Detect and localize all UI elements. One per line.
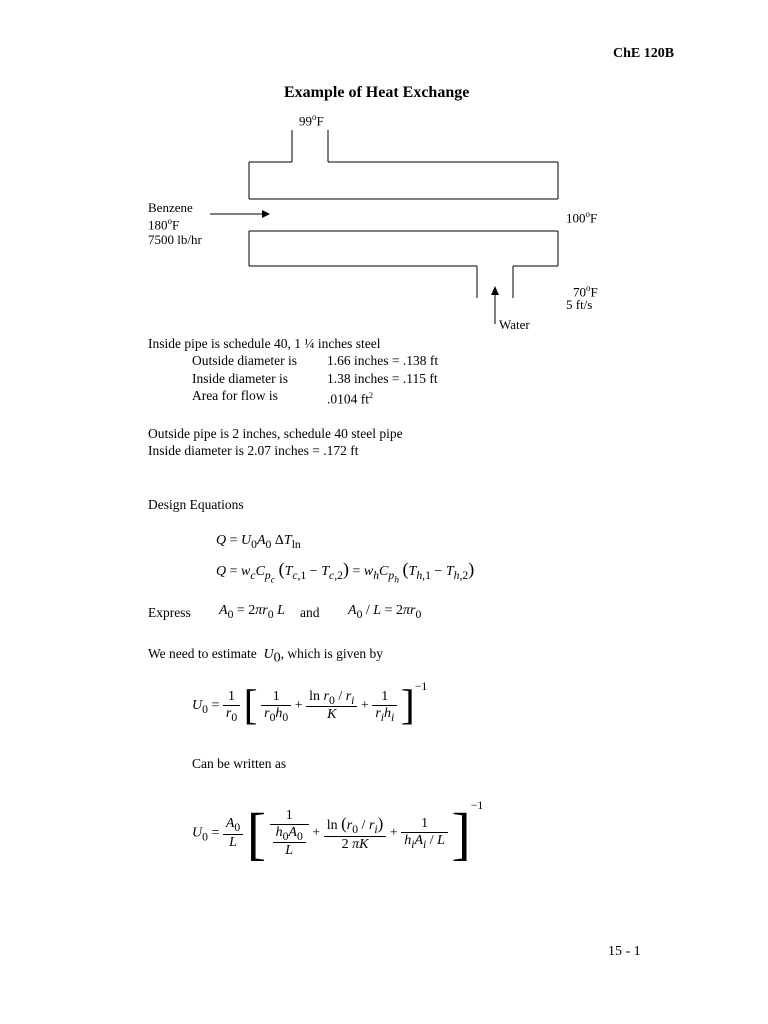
top-outlet-temp: 99$^o$F: [299, 112, 324, 129]
benzene-label: Benzene: [148, 200, 193, 215]
equation-q-ua: $Q = U_0A_0$ $\Delta T_{ln}$: [216, 533, 301, 551]
spec-row-value: .0104 $ft^2$: [327, 391, 373, 407]
equation-area: $A_0 = 2\pi r_0$ L: [219, 603, 285, 621]
equation-u0-radius-form: $U_0$ = $\frac{1}{r_0}$ [ $\frac{1}{r_0h_0}$ + $\frac{\ln r_0 / r_i}{K}$ + $\frac{1}{r_ih_i}$ ]$^{-1}$: [192, 679, 428, 729]
design-equations-heading: Design Equations: [148, 497, 244, 512]
spec-row-value: 1.66 inches = .138 ft: [327, 353, 439, 368]
equation-area-per-length: $A_0 / L = 2\pi r_0$: [348, 603, 422, 621]
outside-pipe-inside-diameter: Inside diameter is 2.07 inches = .172 ft: [148, 443, 359, 458]
benzene-temp: 180$^o$F: [148, 216, 180, 233]
express-label: Express: [148, 605, 191, 620]
heat-exchanger-diagram: [0, 0, 768, 340]
spec-row-label: Area for flow is: [192, 388, 278, 403]
equation-q-energy-balance: $Q = w_cC_{p_c}$ $(T_{c,1} - T_{c,2}) = w_hC_{p_h}$ $(T_{h,1} - T_{h,2})$: [216, 559, 475, 586]
water-arrow-head: [491, 286, 499, 295]
can-be-written-text: Can be written as: [192, 756, 287, 771]
spec-row-value: 1.38 inches = .115 ft: [327, 371, 438, 386]
equation-u0-area-form: $U_0$ = $\frac{A_0}{L}$ [ $\frac{1}{\frac{h_0A_0}{L}}$ + $\frac{\ln (r_0 / r_i)}{2 \pi K}$ + $\frac{1}{h_iA_i / L}$ ]$^{-1}$: [192, 799, 484, 866]
need-to-estimate-text: We need to estimate $U_0$, which is given by: [148, 646, 383, 666]
spec-row-label: Inside diameter is: [192, 371, 288, 386]
page-number: 15 - 1: [608, 944, 641, 959]
course-code: ChE 120B: [613, 46, 675, 61]
outlet-temp: 100$^o$F: [566, 209, 598, 226]
outside-pipe-line: Outside pipe is 2 inches, schedule 40 steel pipe: [148, 426, 403, 441]
water-velocity: 5 ft/s: [566, 297, 593, 312]
inside-pipe-line: Inside pipe is schedule 40, 1 ¼ inches steel: [148, 336, 381, 351]
water-temp: 70$^o$F: [573, 283, 598, 300]
water-label: Water: [499, 317, 530, 332]
and-label: and: [300, 605, 320, 620]
benzene-flow: 7500 lb/hr: [148, 232, 202, 247]
spec-row-label: Outside diameter is: [192, 353, 297, 368]
benzene-arrow-head: [262, 210, 270, 218]
page-title: Example of Heat Exchange: [284, 84, 470, 101]
